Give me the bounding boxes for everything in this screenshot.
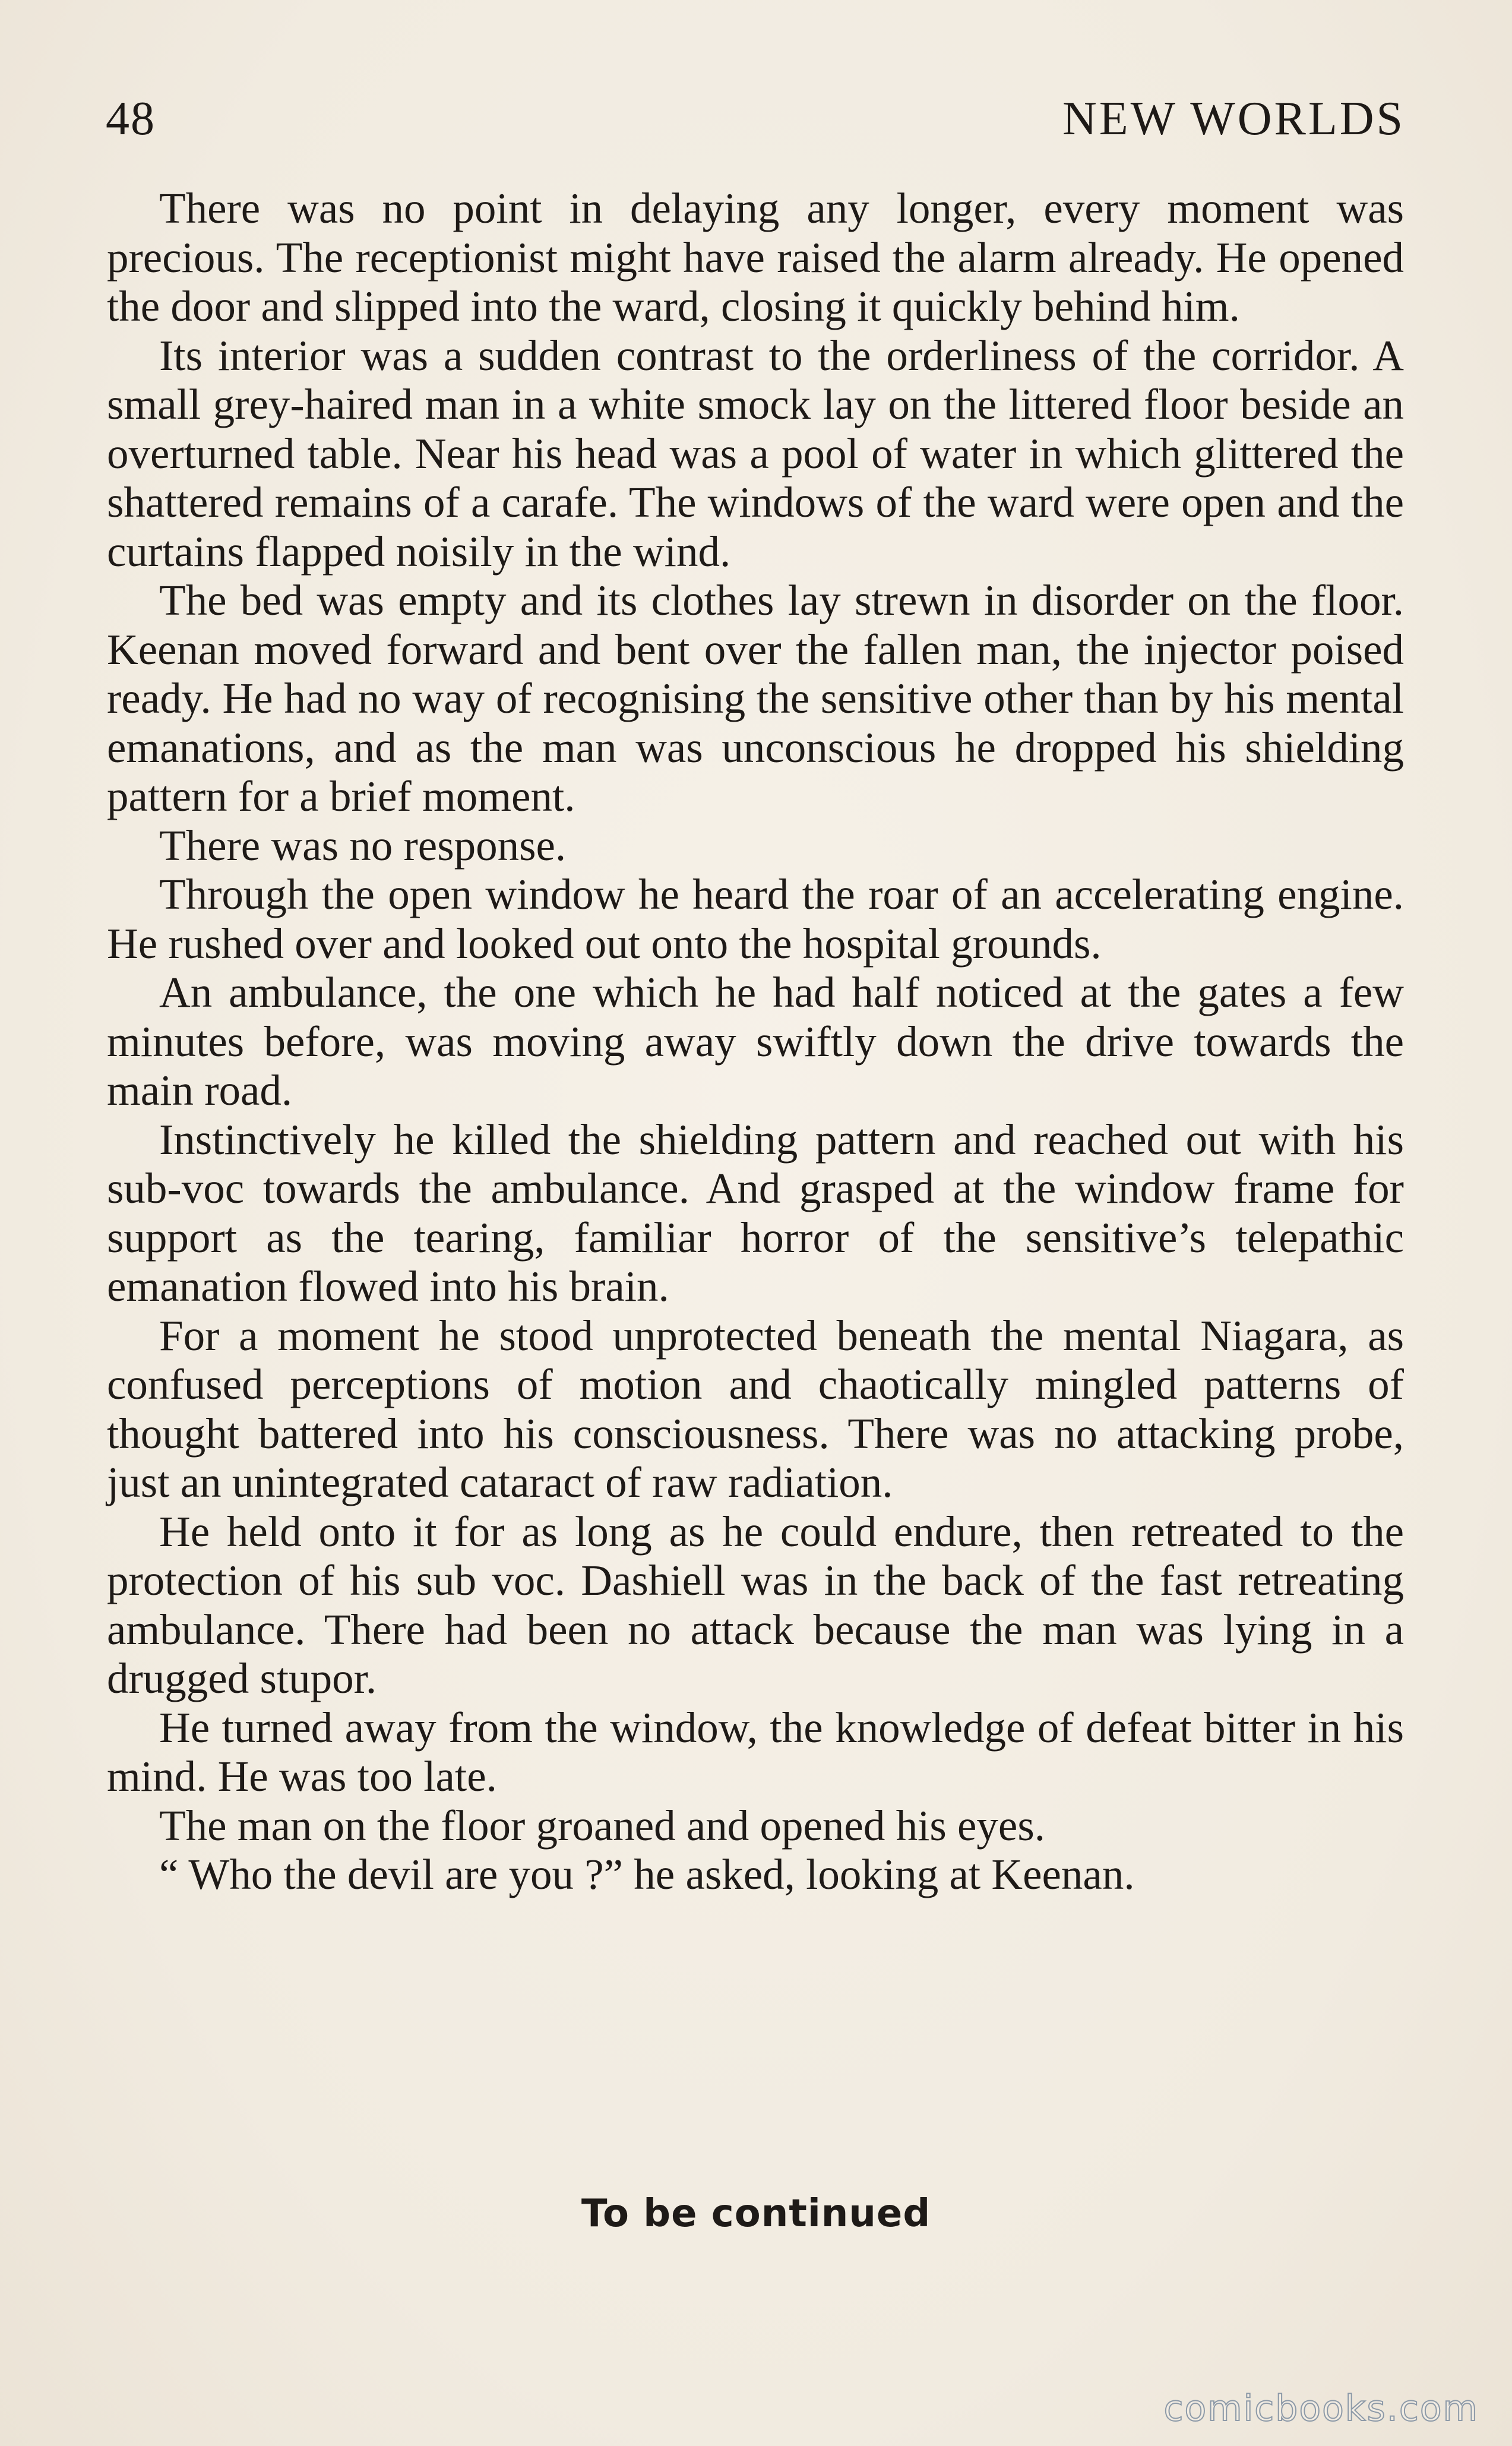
paragraph: Its interior was a sudden contrast to the orderliness of the corridor. A small grey-haired man in a white smock lay on the littered floor beside an overturned table. Near his head was a pool of water in which glittered the shattered remains of a carafe. The windows of the ward were open and the curtains flapped noisily in the wind. [107,331,1404,576]
paragraph: The man on the floor groaned and opened his eyes. [159,1801,1045,1850]
paragraph: An ambulance, the one which he had half noticed at the gates a few minutes before, was moving away swiftly down the drive towards the main road. [107,968,1404,1114]
paragraph: For a moment he stood unprotected beneath the mental Niagara, as confused perceptions of motion and chaotically mingled patterns of thought battered into his consciousness. There was no attacking probe, just an unintegrated cataract of raw radiation. [107,1311,1404,1506]
page-number: 48 [106,92,156,145]
paragraph: Instinctively he killed the shielding pattern and reached out with his sub-voc towards the ambulance. And grasped at the window frame for support as the tearing, familiar horror of the sensitive’s telepathic emanation flowed into his brain. [107,1115,1404,1310]
story-text [107,184,1404,1900]
to-be-continued: To be continued [581,2192,931,2236]
paragraph: Through the open window he heard the roar of an accelerating engine. He rushed over and looked out onto the hospital grounds. [107,870,1404,968]
running-title: NEW WORLDS [1062,92,1405,145]
paragraph: He held onto it for as long as he could endure, then retreated to the protection of his sub voc. Dashiell was in the back of the fast retreating ambulance. There had been no attack because the man was lying in a drugged stupor. [107,1507,1404,1702]
page-header [106,83,1405,154]
paragraph: The bed was empty and its clothes lay strewn in disorder on the floor. Keenan moved forward and bent over the fallen man, the injector poised ready. He had no way of recognising the sensitive other than by his mental emanations, and as the man was unconscious he dropped his shielding pattern for a brief moment. [107,576,1404,820]
paragraph: There was no response. [159,821,567,870]
paragraph: He turned away from the window, the knowledge of defeat bitter in his mind. He was too late. [107,1703,1404,1800]
paragraph: “ Who the devil are you ?” he asked, looking at Keenan. [159,1850,1135,1898]
watermark-logo: comicbooks.com [1163,2388,1479,2429]
paragraph: There was no point in delaying any longer, every moment was precious. The receptionist might have raised the alarm already. He opened the door and slipped into the ward, closing it quickly behind him. [107,184,1404,330]
